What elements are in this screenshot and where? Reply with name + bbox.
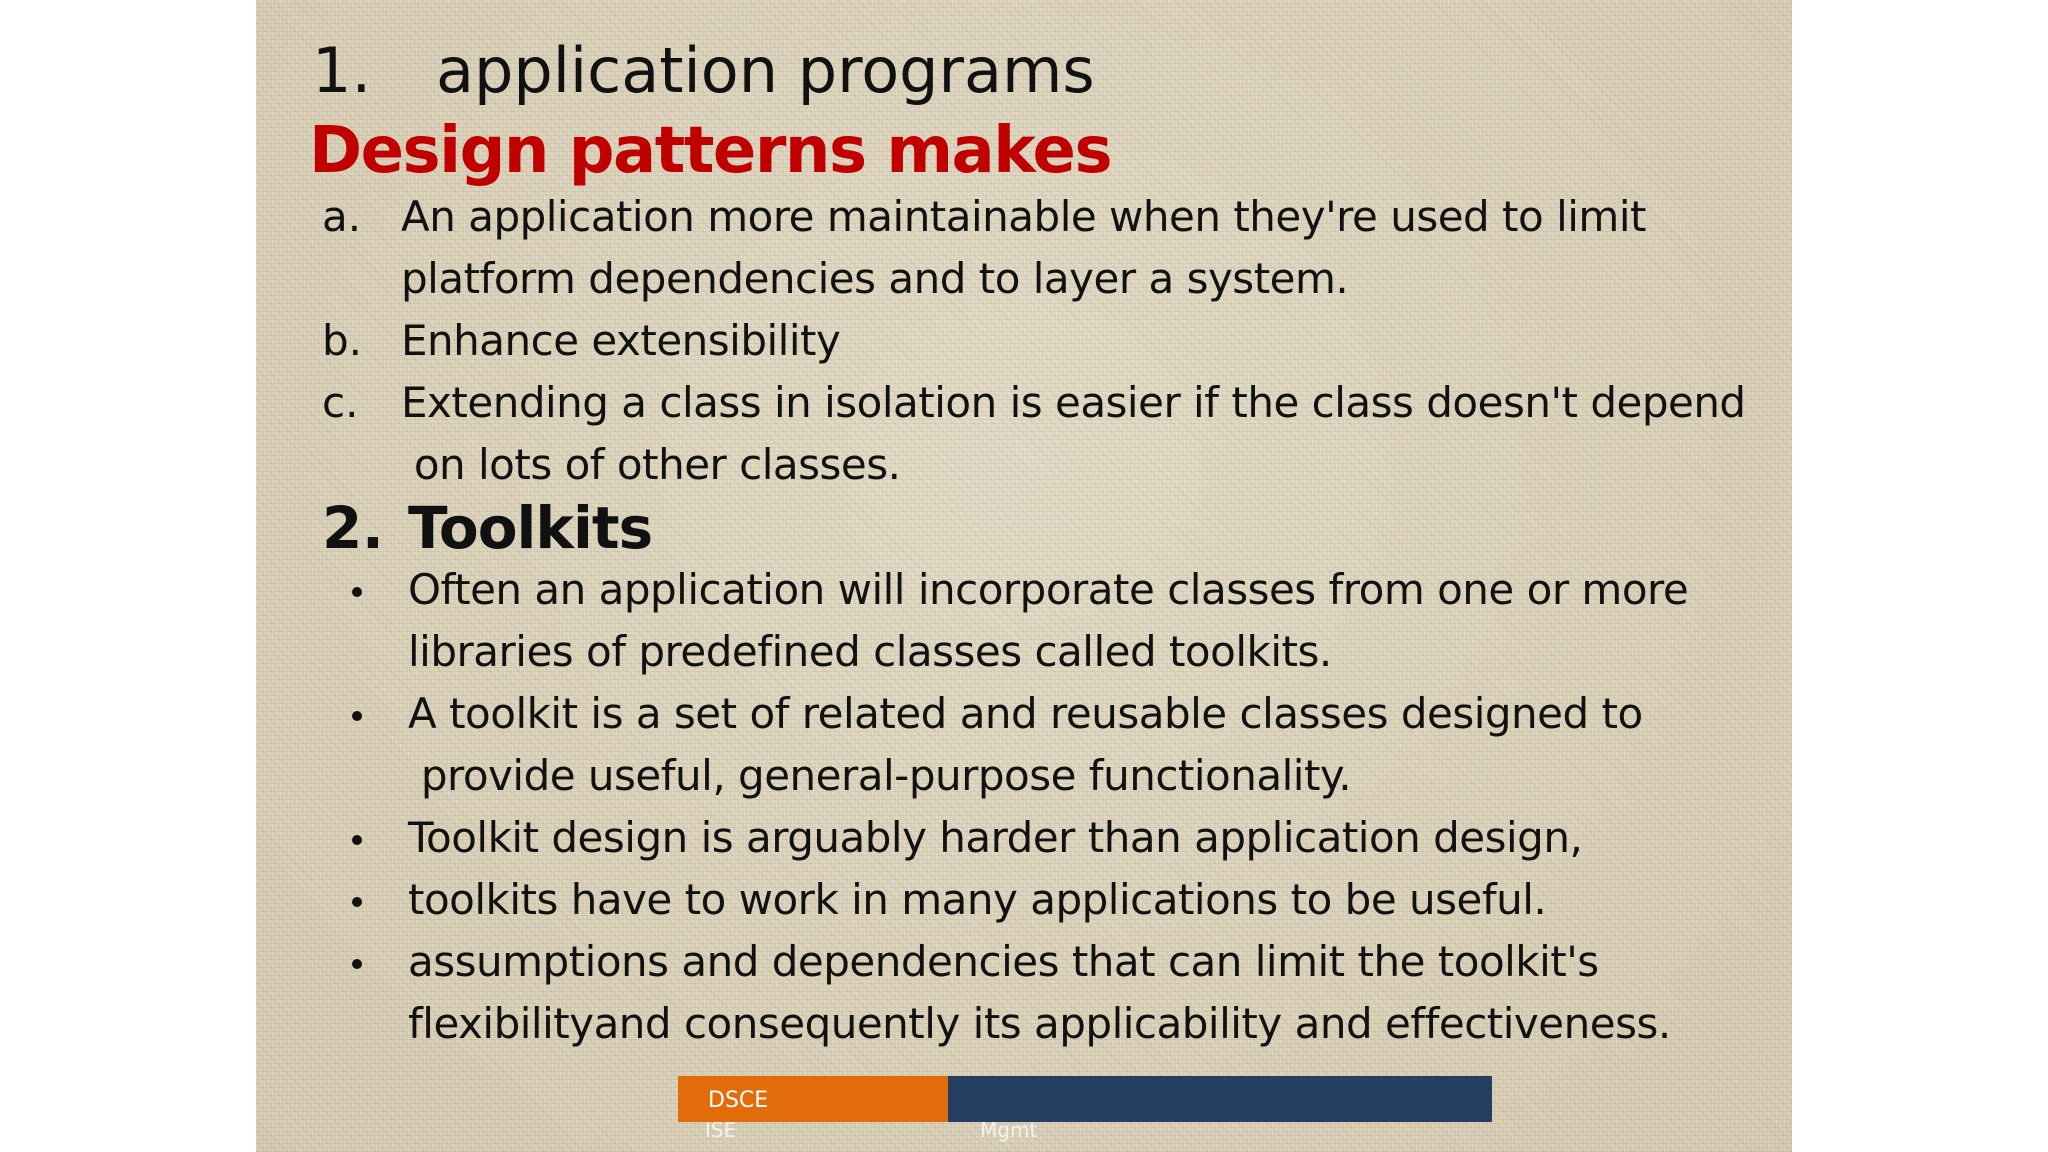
bullet-dot-3 bbox=[352, 835, 362, 845]
bullet-1-line-1: Often an application will incorporate classes from one or more bbox=[408, 565, 1689, 614]
bullet-2-line-2: provide useful, general-purpose functionality. bbox=[408, 751, 1352, 800]
slide-title-number: 1. bbox=[312, 34, 372, 107]
slide-title bbox=[312, 34, 1095, 107]
list-marker-a: a. bbox=[322, 192, 362, 241]
footer-sub-right: Mgmt bbox=[980, 1118, 1038, 1142]
slide-title-text: application programs bbox=[436, 34, 1095, 107]
bullet-dot-2 bbox=[352, 711, 362, 721]
bullet-4-line-1: toolkits have to work in many applications to be useful. bbox=[408, 875, 1547, 924]
list-item-b-line-1: Enhance extensibility bbox=[401, 316, 841, 365]
bullet-3-line-1: Toolkit design is arguably harder than application design, bbox=[408, 813, 1583, 862]
bullet-5-line-2: flexibilityand consequently its applicability and effectiveness. bbox=[408, 999, 1671, 1048]
footer-bar-navy bbox=[948, 1076, 1492, 1122]
bullet-dot-1 bbox=[352, 587, 362, 597]
list-item-a-line-2: platform dependencies and to layer a system. bbox=[401, 254, 1349, 303]
subheading: Design patterns makes bbox=[309, 114, 1112, 188]
section-2-title: Toolkits bbox=[408, 494, 653, 562]
bullet-dot-4 bbox=[352, 897, 362, 907]
footer-label-left: DSCE bbox=[708, 1088, 769, 1113]
list-item-c-line-2: on lots of other classes. bbox=[401, 440, 901, 489]
bullet-5-line-1: assumptions and dependencies that can limit the toolkit's bbox=[408, 937, 1599, 986]
slide bbox=[256, 0, 1792, 1152]
list-item-a-line-1: An application more maintainable when they're used to limit bbox=[401, 192, 1646, 241]
section-2-number: 2. bbox=[322, 494, 384, 562]
list-marker-c: c. bbox=[322, 378, 359, 427]
bullet-dot-5 bbox=[352, 959, 362, 969]
bullet-1-line-2: libraries of predefined classes called toolkits. bbox=[408, 627, 1332, 676]
bullet-2-line-1: A toolkit is a set of related and reusable classes designed to bbox=[408, 689, 1643, 738]
list-marker-b: b. bbox=[322, 316, 363, 365]
list-item-c-line-1: Extending a class in isolation is easier if the class doesn't depend bbox=[401, 378, 1746, 427]
footer-sub-left: ISE bbox=[705, 1118, 737, 1142]
